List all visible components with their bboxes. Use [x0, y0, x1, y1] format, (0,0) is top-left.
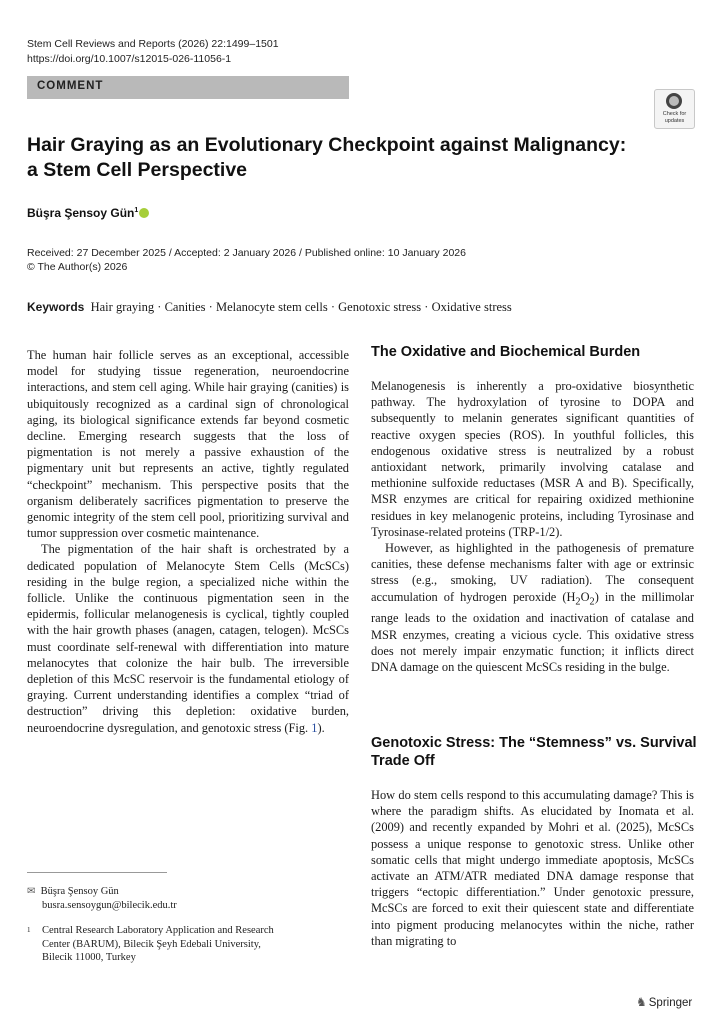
- affiliation-line: Center (BARUM), Bilecik Şeyh Edebali University,: [42, 938, 261, 950]
- springer-horse-icon: ♞: [636, 995, 647, 1009]
- orcid-icon[interactable]: [139, 208, 149, 218]
- check-for-updates-text: Check for updates: [662, 111, 687, 124]
- author-line: [27, 206, 149, 220]
- corresponding-author: [27, 885, 177, 912]
- publisher-name: Springer: [648, 997, 693, 1009]
- left-column: [27, 347, 349, 736]
- journal-header: [27, 37, 279, 67]
- section-heading-oxidative: The Oxidative and Biochemical Burden: [371, 344, 641, 360]
- keywords-line: [27, 299, 512, 315]
- keyword-separator: ·: [154, 300, 165, 314]
- keyword: Genotoxic stress: [338, 300, 422, 314]
- keyword-separator: ·: [205, 300, 216, 314]
- body-paragraph: Melanogenesis is inherently a pro-oxidative biosynthetic pathway. The hydroxylation of tyrosine to DOPA and subsequently to melanin generates significant quantities of reactive oxygen species (ROS). In youthful follicles, this endogenous oxidative stress is neutralized by a robust antioxidant network, primarily involving catalase and methionine sulfoxide reductases (MSR A and B). Specifically, MSR enzymes are critical for repairing oxidized methionine residues in key melanogenic proteins, including Tyrosinase and Tyrosinase-related proteins (TRP-1/2).: [371, 379, 694, 539]
- keyword: Melanocyte stem cells: [215, 300, 328, 314]
- section-heading-genotoxic: Genotoxic Stress: The “Stemness” vs. Survival Trade Off: [371, 735, 697, 769]
- intro-paragraph: The human hair follicle serves as an exceptional, accessible model for studying tissue regeneration, neuroendocrine interactions, and stem cell aging. While hair graying (canities) is ubiquitously recognized as a cardinal sign of chronological aging, its biological significance extends far beyond cosmetic decline. Emerging research suggests that the loss of pigmentation is not merely a passive exhaustion of the pigmentary unit but represents an active, tightly regulated “checkpoint” mechanism. This perspective posits that the organism deliberately sacrifices pigmentation to preserve the genomic integrity of the stem cell pool, prioritizing survival and tumor suppression over cosmetic maintenance.: [27, 348, 349, 541]
- article-title: Hair Graying as an Evolutionary Checkpoint against Malignancy: a Stem Cell Perspective: [27, 134, 627, 181]
- body-paragraph-text: However, as highlighted in the pathogenesis of premature canities, these defense mechanisms falter with age or extrinsic stress (e.g., smoking, UV radiation). The consequent accumulation of hydrogen peroxide (H: [371, 541, 694, 604]
- affiliation-footnote: [27, 924, 327, 965]
- body-paragraph: [27, 541, 349, 735]
- subscript: 2: [575, 596, 581, 608]
- affiliation-line: Central Research Laboratory Application and Research: [42, 925, 274, 936]
- subscript: 2: [589, 596, 595, 608]
- keyword: Canities: [164, 300, 206, 314]
- article-dates: [27, 246, 466, 274]
- affiliation-number: 1: [27, 926, 31, 934]
- check-for-updates-badge[interactable]: [654, 89, 695, 129]
- right-column-top: [371, 378, 694, 675]
- body-paragraph-text: The pigmentation of the hair shaft is orchestrated by a dedicated population of Melanocyte Stem Cells (McSCs) residing in the bulge region, a specialized niche within the follicle. Unlike the continuous pigmentation seen in the epidermis, follicular melanogenesis is cyclical, tightly coupled with the hair growth phases (anagen, catagen, telogen). McSCs must coordinate self-renewal with differentiation into mature melanocytes that colonize the hair bulb. The irreversible depletion of this McSC reservoir is the fundamental etiology of graying. Current understanding identifies a complex “triad of destruction” driving this depletion: oxidative burden, neuroendocrine dysregulation, and genotoxic stress (Fig.: [27, 542, 349, 735]
- journal-doi[interactable]: https://doi.org/10.1007/s12015-026-11056-1: [27, 53, 232, 65]
- keyword: Hair graying: [90, 300, 155, 314]
- keywords-label: Keywords: [27, 300, 85, 314]
- copyright-notice: © The Author(s) 2026: [27, 261, 128, 273]
- crossmark-icon: [666, 93, 682, 109]
- body-paragraph: [371, 540, 694, 675]
- envelope-icon: ✉: [27, 886, 36, 897]
- corresponding-author-name: Büşra Şensoy Gün: [40, 886, 119, 897]
- journal-citation: Stem Cell Reviews and Reports (2026) 22:1499–1501: [27, 38, 279, 50]
- right-column-bottom: [371, 787, 694, 949]
- oxygen-symbol: O: [580, 589, 590, 604]
- body-paragraph-text: ) in the millimolar range leads to the oxidation and inactivation of catalase and MSR enzymes, creating a vicious cycle. This oxidative stress does not merely impair enzymatic function; it inflicts direct DNA damage on the quiescent McSCs residing in the bulge.: [371, 589, 694, 674]
- keyword-separator: ·: [327, 300, 339, 314]
- publication-history: Received: 27 December 2025 / Accepted: 2 January 2026 / Published online: 10 January 2026: [27, 247, 466, 259]
- keyword: Oxidative stress: [431, 300, 512, 314]
- affiliation-mark: 1: [134, 207, 139, 214]
- figure-link-tail: ).: [317, 720, 325, 735]
- article-type-label: COMMENT: [37, 80, 104, 92]
- footnote-divider: [27, 872, 167, 873]
- author-name[interactable]: Büşra Şensoy Gün: [27, 206, 135, 220]
- publisher-logo: [636, 995, 692, 1009]
- figure-link[interactable]: 1: [311, 720, 318, 735]
- corresponding-author-email[interactable]: busra.sensoygun@bilecik.edu.tr: [42, 899, 177, 911]
- article-type-bar: [27, 76, 349, 99]
- keyword-separator: ·: [421, 300, 432, 314]
- body-paragraph: How do stem cells respond to this accumulating damage? This is where the paradigm shifts. As elucidated by Inomata et al. (2009) and recently expanded by Mohri et al. (2025), McSCs possess a unique response to genotoxic stress. Unlike other somatic cells that might undergo immediate apoptosis, McSCs activate an ATM/ATR mediated DNA damage response that triggers “ectopic differentiation.” Under genotoxic pressure, McSCs are forced to exit their quiescent state and differentiate into pigment producing melanocytes within the niche, rather than migrating to: [371, 788, 694, 948]
- affiliation-line: Bilecik 11000, Turkey: [42, 952, 136, 963]
